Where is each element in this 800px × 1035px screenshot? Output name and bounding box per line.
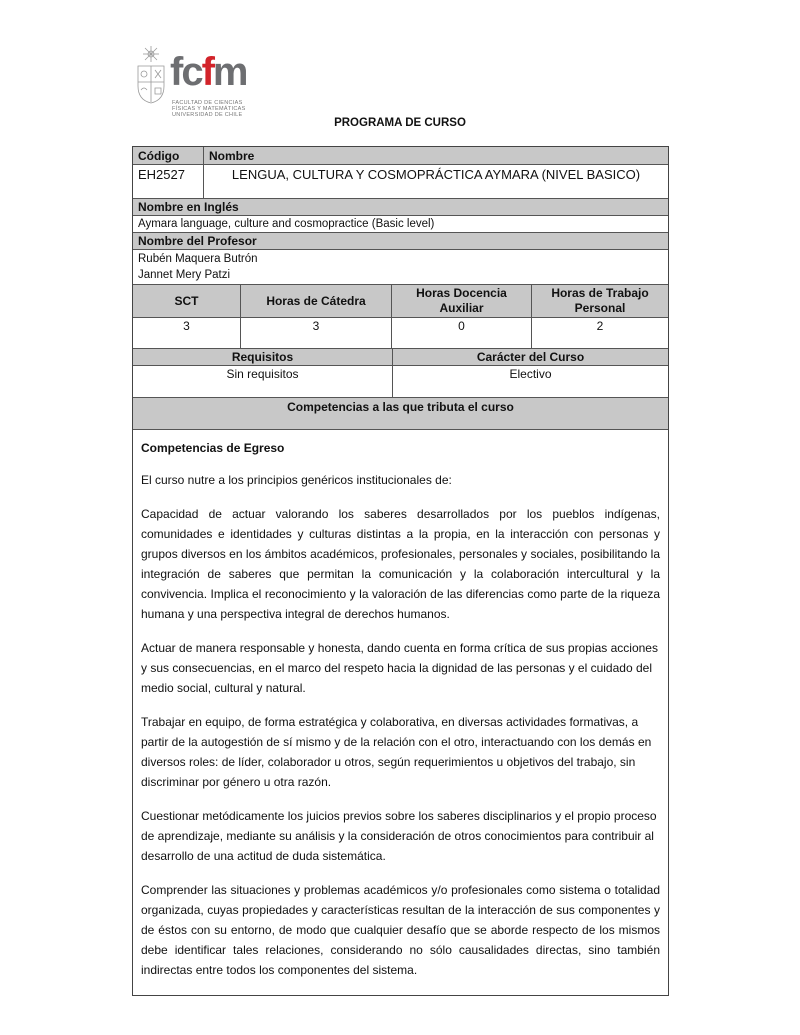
competencies-body-row: [133, 430, 668, 995]
sct-value: 3: [183, 319, 190, 333]
english-name-label: Nombre en Inglés: [138, 200, 239, 214]
hours-header-row: [133, 285, 668, 318]
professor-label: Nombre del Profesor: [138, 234, 257, 248]
professor-name: Rubén Maquera Butrón: [138, 253, 258, 265]
professor-header-row: [133, 233, 668, 250]
requirements-header-row: [133, 349, 668, 366]
competencies-section-header: Competencias a las que tributa el curso: [287, 400, 514, 414]
fcfm-wordmark: fcfm: [170, 50, 247, 94]
lecture-hours-label: Horas de Cátedra: [240, 285, 391, 317]
competency-paragraph: Trabajar en equipo, de forma estratégica y colaborativa, en diversas actividades formativas, a partir de la autogestión de sí mismo y de la relación con el otro, interactuando con los demás en diversos roles: de líder, colaborador u otros, según requerimientos u objetivos del trabajo, sin discriminar por género u otra razón.: [141, 715, 652, 789]
course-code: EH2527: [138, 167, 185, 182]
code-label: Código: [138, 148, 180, 163]
competencies-body: [133, 430, 668, 995]
code-name-header-row: [133, 147, 668, 165]
graduate-competencies-subheader: Competencias de Egreso: [141, 441, 285, 455]
aux-hours-value: 0: [391, 318, 531, 348]
competency-paragraph: Actuar de manera responsable y honesta, dando cuenta en forma crítica de sus propias acciones y sus consecuencias, en el marco del respeto hacia la dignidad de las personas y el cuidado del medio social, cultural y natural.: [141, 641, 658, 695]
aux-hours-label: Horas Docencia Auxiliar: [391, 285, 531, 317]
course-name: LENGUA, CULTURA Y COSMOPRÁCTICA AYMARA (NIVEL BASICO): [203, 165, 668, 198]
course-character-label: Carácter del Curso: [392, 349, 668, 365]
course-program-table: [132, 146, 669, 996]
hours-values-row: [133, 318, 668, 349]
requirements-label: Requisitos: [231, 350, 294, 364]
english-name-row: [133, 216, 668, 233]
competency-paragraph: Capacidad de actuar valorando los saberes desarrollados por los pueblos indígenas, comunidades e identidades y culturas distintas a la propia, en la interacción con personas y grupos diversos en los ámbitos académicos, profesionales, personales y sociales, posibilitando la integración de saberes que permitan la comunicación y la colaboración intercultural y la convivencia. Implica el reconocimiento y la valoración de las diferencias como parte de la riqueza humana y una perspectiva integral de derechos humanos.: [141, 507, 660, 621]
personal-hours-value: 2: [531, 318, 668, 348]
professor-list: [133, 250, 668, 284]
course-character-value: Electivo: [392, 366, 668, 397]
name-label: Nombre: [203, 147, 668, 164]
university-crest-icon: [136, 46, 166, 104]
sct-label: SCT: [174, 294, 199, 308]
fcfm-logo: [136, 42, 266, 118]
document-title: PROGRAMA DE CURSO: [334, 117, 466, 129]
english-name-header-row: [133, 199, 668, 216]
professor-name: Jannet Mery Patzi: [138, 269, 231, 281]
competency-paragraph: Comprender las situaciones y problemas académicos y/o profesionales como sistema o totalidad organizada, cuyas propiedades y características resultan de la interacción de sus componentes y de éstos con su entorno, de modo que cualquier desafío que se aborde respecto de los mismos debe identificar tales relaciones, considerando no sólo causalidades directas, sino también indirectas entre todos los componentes del sistema.: [141, 883, 660, 977]
competencies-header-row: [133, 398, 668, 430]
personal-hours-label: Horas de Trabajo Personal: [531, 285, 668, 317]
english-name: Aymara language, culture and cosmopractice (Basic level): [138, 218, 435, 230]
competency-paragraph: Cuestionar metódicamente los juicios previos sobre los saberes disciplinarios y el propio proceso de aprendizaje, mediante su análisis y la consideración de otros conocimientos para contribuir al desarrollo de una actitud de duda sistemática.: [141, 809, 657, 863]
professor-row: [133, 250, 668, 285]
competencies-intro: El curso nutre a los principios genéricos institucionales de:: [141, 473, 452, 487]
requirements-row: [133, 366, 668, 398]
code-name-row: [133, 165, 668, 199]
lecture-hours-value: 3: [240, 318, 391, 348]
requirements-value: Sin requisitos: [226, 367, 299, 381]
faculty-subtitle: FACULTAD DE CIENCIAS FÍSICAS Y MATEMÁTICAS UNIVERSIDAD DE CHILE: [172, 100, 246, 118]
